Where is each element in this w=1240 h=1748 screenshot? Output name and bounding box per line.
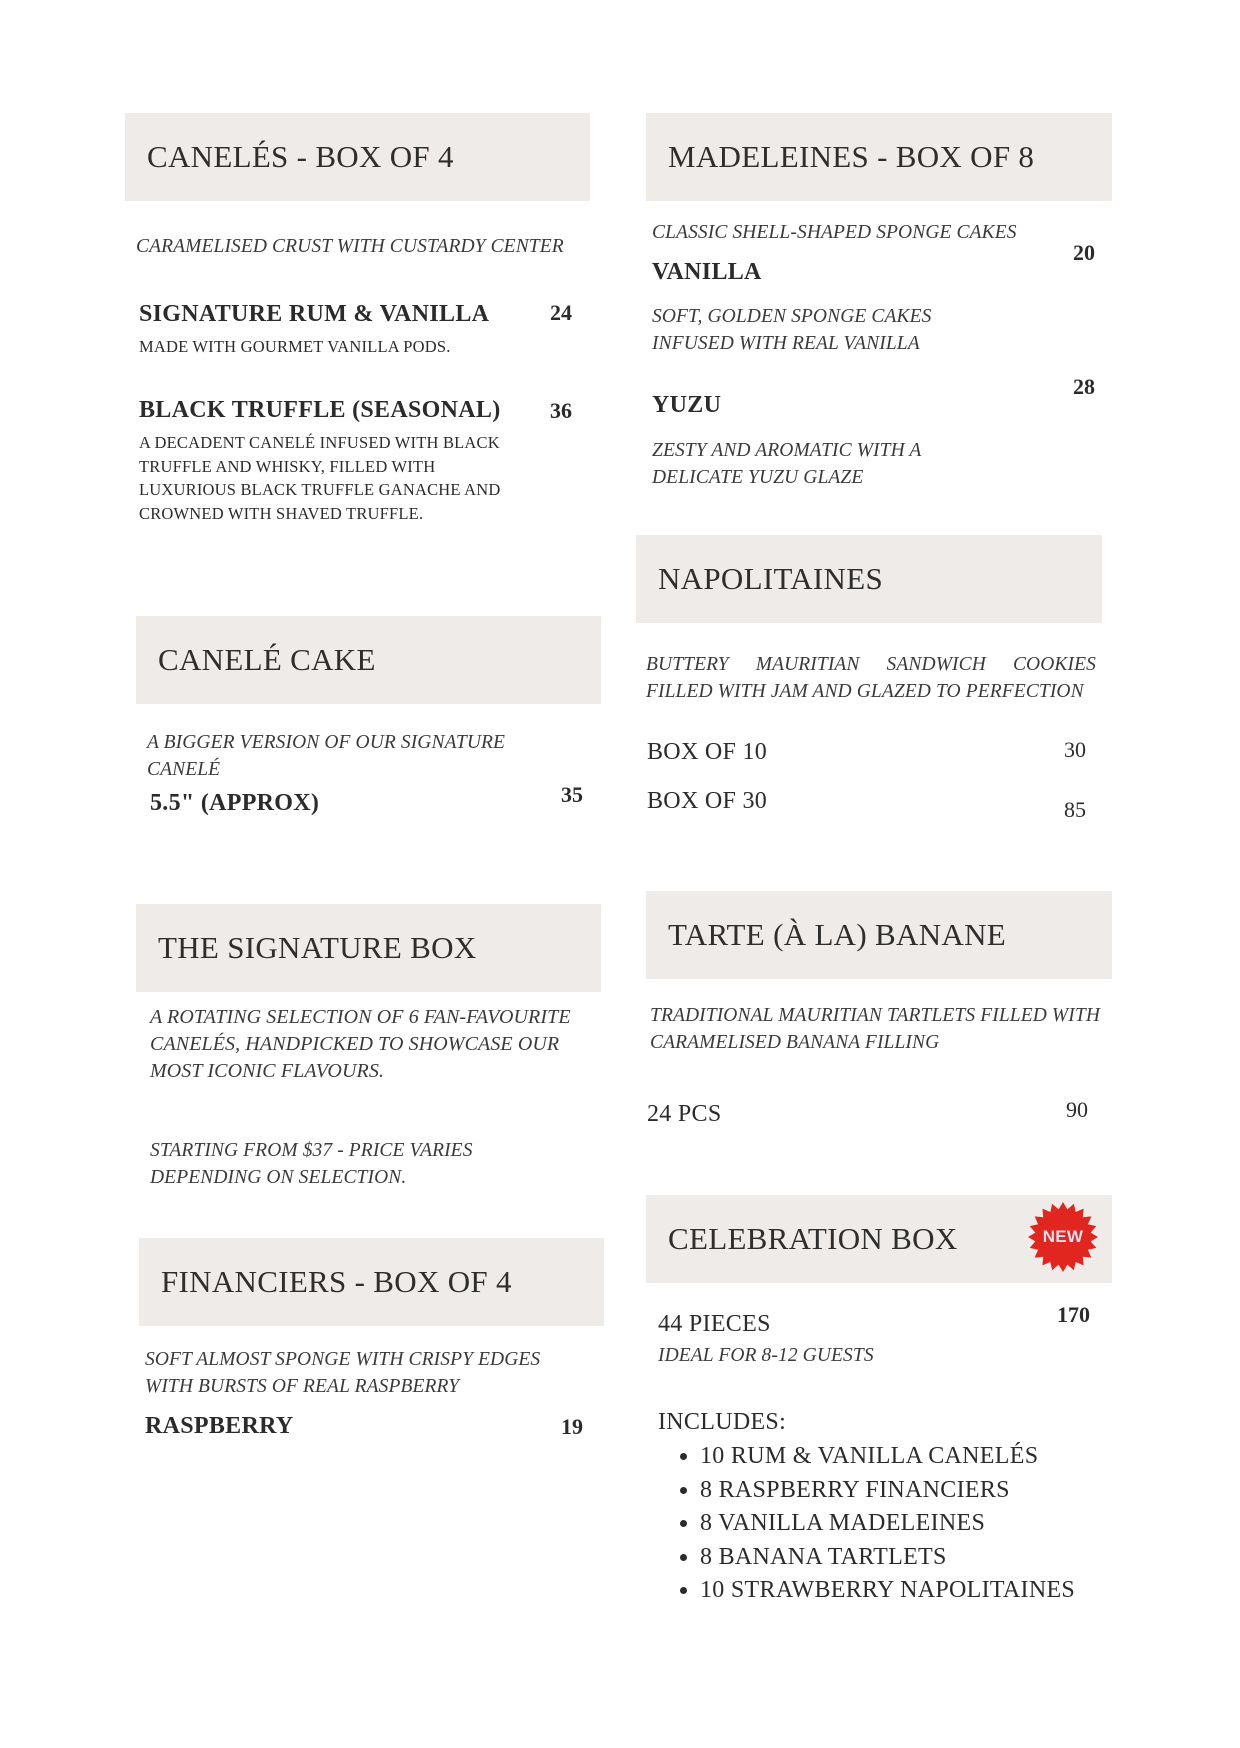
new-badge-label: NEW — [1042, 1227, 1084, 1246]
napolitaines-price-box-10: 30 — [1064, 737, 1086, 762]
includes-item: • 8 RASPBERRY FINANCIERS — [700, 1474, 1075, 1508]
section-header-canele-cake — [136, 616, 601, 704]
section-header-napolitaines — [636, 535, 1102, 623]
item-name-black-truffle: BLACK TRUFFLE (SEASONAL) — [139, 397, 501, 423]
includes-item: • 8 VANILLA MADELEINES — [700, 1507, 1075, 1541]
tarte-banane-description: TRADITIONAL MAURITIAN TARTLETS FILLED WITH CARAMELISED BANANA FILLING — [650, 1005, 1100, 1053]
section-header-madeleines — [646, 113, 1112, 201]
item-note-yuzu: ZESTY AND AROMATIC WITH A DELICATE YUZU GLAZE — [652, 440, 922, 488]
section-header-signature-box — [136, 904, 601, 992]
item-price-rum-vanilla: 24 — [550, 300, 572, 325]
financiers-item-raspberry: RASPBERRY — [145, 1413, 294, 1439]
canele-cake-description: A BIGGER VERSION OF OUR SIGNATURE CANELÉ — [147, 732, 506, 780]
item-name-rum-vanilla: SIGNATURE RUM & VANILLA — [139, 301, 490, 327]
signature-box-pricing-note: STARTING FROM $37 - PRICE VARIES DEPENDING ON SELECTION. — [150, 1140, 473, 1188]
caneles-description: CARAMELISED CRUST WITH CUSTARDY CENTER — [136, 236, 564, 257]
item-note-rum-vanilla: MADE WITH GOURMET VANILLA PODS. — [139, 337, 451, 356]
item-price-vanilla: 20 — [1073, 240, 1095, 265]
new-badge — [1028, 1202, 1098, 1272]
financiers-price: 19 — [561, 1414, 583, 1439]
section-title-caneles: CANELÉS - BOX OF 4 — [147, 139, 454, 174]
napolitaines-price-box-30: 85 — [1064, 797, 1086, 822]
section-title-signature-box: THE SIGNATURE BOX — [158, 930, 477, 965]
financiers-description: SOFT ALMOST SPONGE WITH CRISPY EDGES WITH BURSTS OF REAL RASPBERRY — [145, 1349, 541, 1397]
includes-item: • 10 RUM & VANILLA CANELÉS — [700, 1440, 1075, 1474]
includes-item: • 10 STRAWBERRY NAPOLITAINES — [700, 1574, 1075, 1608]
item-name-vanilla: VANILLA — [652, 259, 762, 285]
item-name-yuzu: YUZU — [652, 392, 722, 418]
item-price-yuzu: 28 — [1073, 374, 1095, 399]
includes-item: • 8 BANANA TARTLETS — [700, 1541, 1075, 1575]
section-header-financiers — [139, 1238, 604, 1326]
section-title-celebration-box: CELEBRATION BOX — [668, 1221, 958, 1256]
napolitaines-option-box-10: BOX OF 10 — [647, 739, 768, 765]
item-note-black-truffle: A DECADENT CANELÉ INFUSED WITH BLACK TRUFFLE AND WHISKY, FILLED WITH LUXURIOUS BLACK TRUFFLE GANACHE AND CROWNED WITH SHAVED TRUFFLE. — [139, 433, 501, 523]
madeleines-description: CLASSIC SHELL-SHAPED SPONGE CAKES — [652, 222, 1017, 243]
section-title-financiers: FINANCIERS - BOX OF 4 — [161, 1264, 512, 1299]
signature-box-description: A ROTATING SELECTION OF 6 FAN-FAVOURITE CANELÉS, HANDPICKED TO SHOWCASE OUR MOST ICONIC FLAVOURS. — [150, 1006, 571, 1082]
canele-cake-price: 35 — [561, 782, 583, 807]
napolitaines-description: BUTTERY MAURITIAN SANDWICH COOKIES FILLED WITH JAM AND GLAZED TO PERFECTION — [646, 654, 1096, 702]
section-header-caneles — [125, 113, 590, 201]
tarte-banane-option-24-pcs: 24 PCS — [647, 1101, 722, 1127]
celebration-box-pieces: 44 PIECES — [658, 1311, 771, 1337]
section-title-tarte-banane: TARTE (À LA) BANANE — [668, 917, 1006, 952]
tarte-banane-price: 90 — [1066, 1097, 1088, 1122]
section-title-napolitaines: NAPOLITAINES — [658, 561, 883, 596]
section-header-tarte-banane — [646, 891, 1112, 979]
celebration-box-price: 170 — [1057, 1302, 1090, 1327]
canele-cake-size: 5.5" (APPROX) — [150, 790, 320, 816]
celebration-box-includes-label: INCLUDES: — [658, 1409, 787, 1435]
section-title-canele-cake: CANELÉ CAKE — [158, 642, 376, 677]
celebration-box-guests: IDEAL FOR 8-12 GUESTS — [658, 1345, 874, 1366]
celebration-box-includes-list — [660, 1440, 1075, 1608]
item-price-black-truffle: 36 — [550, 398, 572, 423]
item-note-vanilla: SOFT, GOLDEN SPONGE CAKES INFUSED WITH REAL VANILLA — [652, 306, 932, 354]
napolitaines-option-box-30: BOX OF 30 — [647, 788, 768, 814]
section-title-madeleines: MADELEINES - BOX OF 8 — [668, 139, 1035, 174]
